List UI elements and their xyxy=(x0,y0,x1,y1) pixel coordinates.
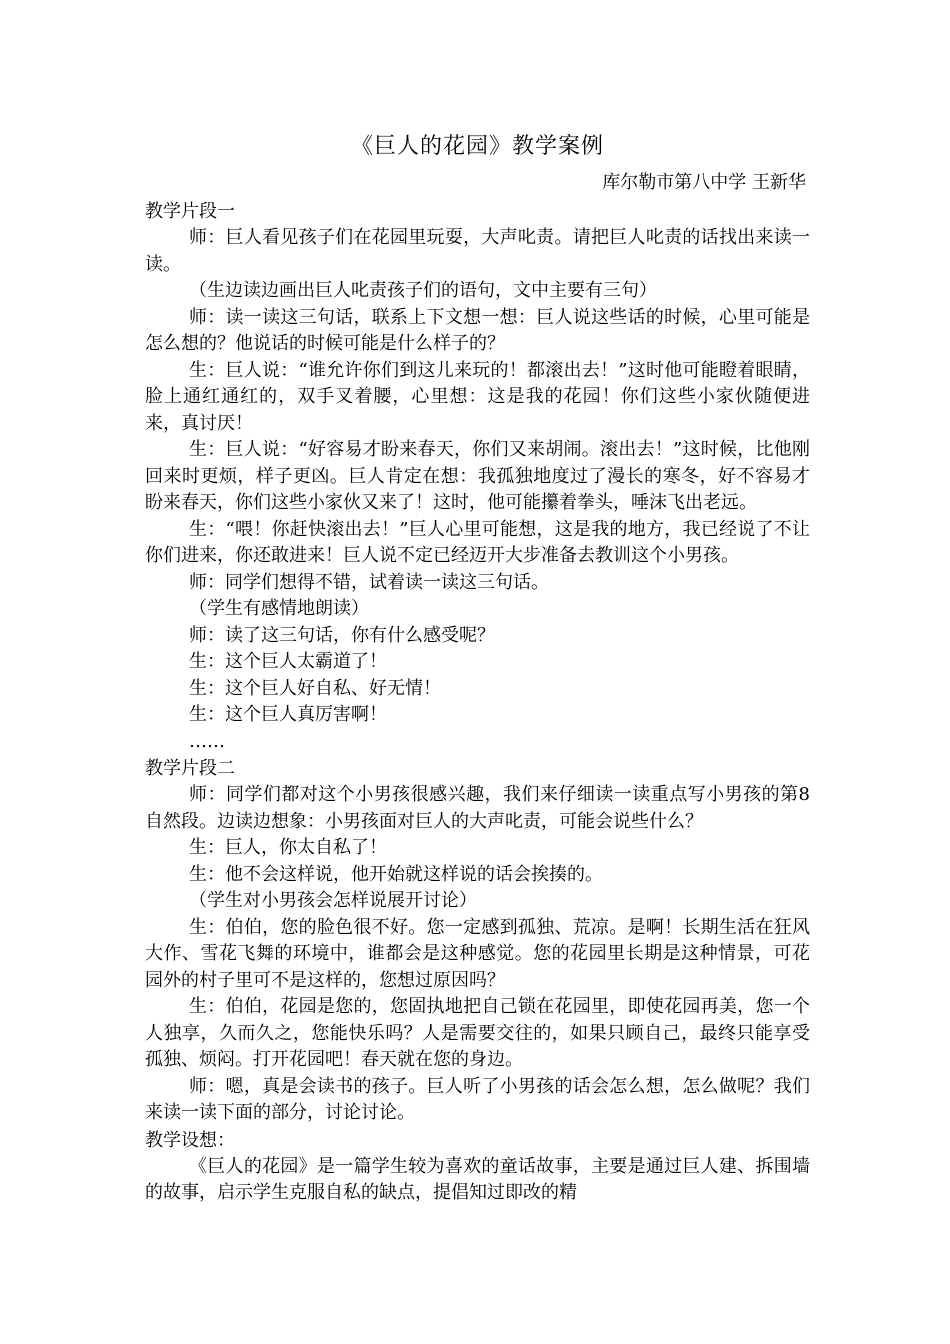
paragraph: 师：同学们想得不错，试着读一读这三句话。 xyxy=(189,571,549,593)
document-title: 《巨人的花园》教学案例 xyxy=(350,134,604,159)
paragraph: 生：巨人说：“好容易才盼来春天，你们又来胡闹。滚出去！”这时候，比他刚回来时更烦，样子更凶。巨人肯定在想：我孤独地度过了漫长的寒冬，好不容易才盼来春天，你们这些小家伙又来了！这时，他可能攥着拳头，唾沫飞出老远。 xyxy=(145,439,810,513)
section-heading: 教学设想： xyxy=(145,1129,235,1151)
paragraph: 生：巨人，你太自私了！ xyxy=(189,837,387,858)
paragraph: 生：这个巨人真厉害啊！ xyxy=(189,704,387,725)
paragraph: 《巨人的花园》是一篇学生较为喜欢的童话故事，主要是通过巨人建、拆围墙的故事，启示学生克服自私的缺点，提倡知过即改的精 xyxy=(145,1155,810,1203)
section-heading: 教学片段二 xyxy=(145,758,235,779)
section-2 xyxy=(145,755,810,1127)
paragraph: 生：“喂！你赶快滚出去！”巨人心里可能想，这是我的地方，我已经说了不让你们进来，你还敢进来！巨人说不定已经迈开大步准备去教训这个小男孩。 xyxy=(145,518,810,566)
paragraph: 生：伯伯，花园是您的，您固执地把自己锁在花园里，即使花园再美，您一个人独享，久而久之，您能快乐吗？人是需要交往的，如果只顾自己，最终只能享受孤独、烦闷。打开花园吧！春天就在您的身边。 xyxy=(145,996,810,1070)
paragraph: 生：这个巨人好自私、好无情！ xyxy=(189,677,441,699)
author-line: 库尔勒市第八中学 王新华 xyxy=(602,172,806,193)
section-3 xyxy=(145,1127,810,1207)
paragraph: 生：他不会这样说，他开始就这样说的话会挨揍的。 xyxy=(189,863,603,885)
paragraph: （生边读边画出巨人叱责孩子们的语句，文中主要有三句） xyxy=(189,280,657,301)
paragraph: 师：嗯，真是会读书的孩子。巨人听了小男孩的话会怎么想，怎么做呢？我们来读一读下面的部分，讨论讨论。 xyxy=(145,1075,810,1123)
paragraph: 生：伯伯，您的脸色很不好。您一定感到孤独、荒凉。是啊！长期生活在狂风大作、雪花飞舞的环境中，谁都会是这种感觉。您的花园里长期是这种情景，可花园外的村子里可不是这样的，您想过原因吗？ xyxy=(145,916,810,991)
paragraph: 生：这个巨人太霸道了！ xyxy=(189,651,387,672)
paragraph: 师：巨人看见孩子们在花园里玩耍，大声叱责。请把巨人叱责的话找出来读一读。 xyxy=(145,227,810,275)
paragraph: （学生对小男孩会怎样说展开讨论） xyxy=(189,890,477,911)
document-page xyxy=(145,128,810,1207)
paragraph: 师：读了这三句话，你有什么感受呢？ xyxy=(189,624,495,646)
section-1 xyxy=(145,198,810,755)
ellipsis-line: …… xyxy=(189,730,225,752)
paragraph: 师：同学们都对这个小男孩很感兴趣，我们来仔细读一读重点写小男孩的第8自然段。边读边想象：小男孩面对巨人的大声叱责，可能会说些什么？ xyxy=(145,784,810,832)
paragraph: （学生有感情地朗读） xyxy=(189,598,369,619)
section-heading: 教学片段一 xyxy=(145,201,235,222)
paragraph: 生：巨人说：“谁允许你们到这儿来玩的！都滚出去！”这时他可能瞪着眼睛，脸上通红通红的，双手叉着腰，心里想：这是我的花园！你们这些小家伙随便进来，真讨厌！ xyxy=(145,359,810,434)
paragraph: 师：读一读这三句话，联系上下文想一想：巨人说这些话的时候，心里可能是怎么想的？他说话的时候可能是什么样子的？ xyxy=(145,306,810,354)
